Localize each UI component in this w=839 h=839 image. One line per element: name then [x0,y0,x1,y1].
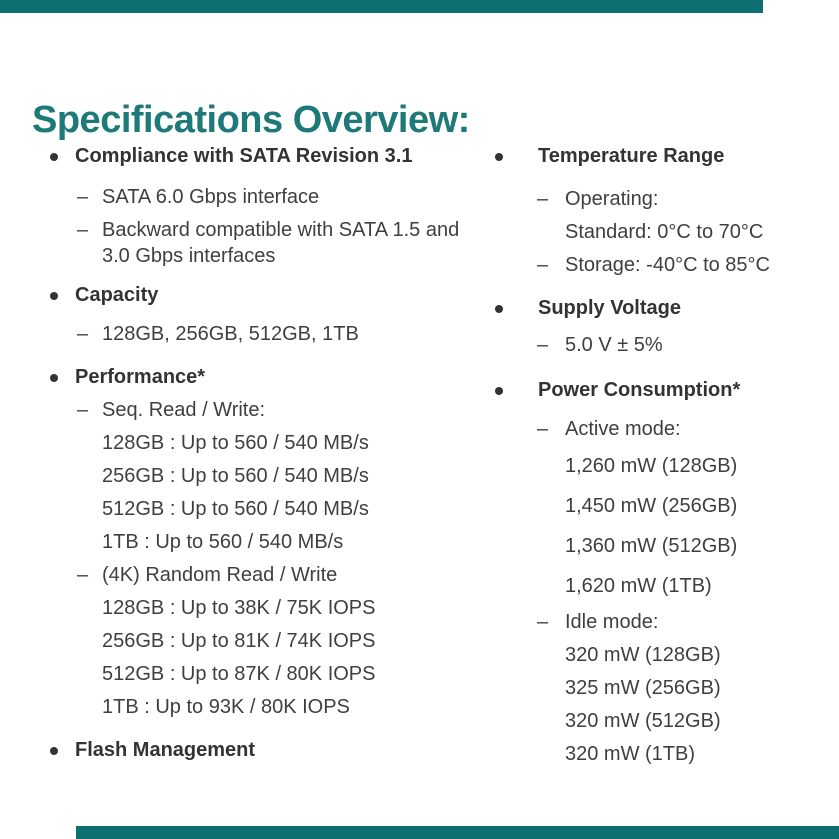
spec-subitem [480,606,835,639]
spec-subitem-label: Storage: -40°C to 85°C [565,254,770,276]
spec-value-line [30,460,470,493]
spec-subitem [480,183,835,216]
dash-icon: – [77,323,89,345]
bullet-icon [50,153,58,161]
spec-value-label: 1,620 mW (1TB) [565,574,712,597]
spec-value-label: Standard: 0°C to 70°C [565,221,764,243]
spec-value-line [480,705,835,738]
spec-header-power-consumption [480,374,835,407]
spec-value-label: 256GB : Up to 81K / 74K IOPS [102,630,376,652]
spec-value-line [480,639,835,672]
spec-value-line [480,566,835,606]
spec-subitem [30,318,470,351]
spec-subitem-label: 3.0 Gbps interfaces [102,245,276,267]
spec-value-label: 1,360 mW (512GB) [565,534,738,557]
spec-value-line [30,592,470,625]
spec-subitem [480,249,835,282]
bullet-icon [495,387,503,395]
spec-subitem-label: Backward compatible with SATA 1.5 and [102,219,460,241]
spec-subitem-label: 128GB, 256GB, 512GB, 1TB [102,323,359,345]
spec-subitem-label: Idle mode: [565,611,659,633]
specs-column-left [30,140,470,767]
spec-value-label: 320 mW (1TB) [565,743,696,765]
spec-header-label: Capacity [75,284,159,306]
bullet-icon [50,374,58,382]
spec-header-label: Compliance with SATA Revision 3.1 [75,145,413,167]
spec-value-label: 512GB : Up to 87K / 80K IOPS [102,663,376,685]
specs-column-right [480,140,835,771]
top-accent-bar [0,0,763,13]
spec-value-label: 256GB : Up to 560 / 540 MB/s [102,465,369,487]
spec-header-label: Temperature Range [538,145,725,167]
spec-subitem-continuation [30,244,470,269]
spec-value-label: 1,450 mW (256GB) [565,494,738,517]
spec-value-line [480,672,835,705]
dash-icon: – [537,418,549,440]
spec-value-label: 1TB : Up to 560 / 540 MB/s [102,531,344,553]
spec-value-line [480,486,835,526]
spec-value-label: 128GB : Up to 560 / 540 MB/s [102,432,369,454]
spec-value-label: 128GB : Up to 38K / 75K IOPS [102,597,376,619]
spec-header-capacity [30,279,470,312]
bullet-icon [50,292,58,300]
spec-subitem-label: 5.0 V ± 5% [565,334,663,356]
spec-value-line [30,658,470,691]
spec-value-label: 320 mW (128GB) [565,644,721,666]
spec-value-line [480,526,835,566]
spec-value-label: 512GB : Up to 560 / 540 MB/s [102,498,369,520]
bullet-icon [50,747,58,755]
page-title: Specifications Overview: [32,99,470,142]
spec-header-label: Flash Management [75,739,256,761]
spec-subitem [480,413,835,446]
spec-subitem-label: SATA 6.0 Gbps interface [102,186,320,208]
spec-subitem [30,214,470,247]
bullet-icon [495,153,503,161]
spec-header-label: Performance* [75,366,206,388]
spec-value-label: 1,260 mW (128GB) [565,454,738,477]
dash-icon: – [77,399,89,421]
spec-value-line [480,216,835,249]
spec-value-line [30,427,470,460]
spec-subitem [30,559,470,592]
spec-value-line [30,691,470,724]
bottom-accent-bar [76,826,839,839]
spec-header-temperature [480,140,835,173]
spec-value-line [30,493,470,526]
spec-header-label: Supply Voltage [538,297,681,319]
spec-value-label: 325 mW (256GB) [565,677,721,699]
dash-icon: – [77,219,89,241]
spec-value-line [30,526,470,559]
spec-value-line [30,625,470,658]
dash-icon: – [537,254,549,276]
dash-icon: – [537,188,549,210]
dash-icon: – [537,334,549,356]
spec-header-performance [30,361,470,394]
spec-header-compliance [30,140,470,173]
dash-icon: – [537,611,549,633]
spec-value-line [480,738,835,771]
spec-subitem [30,181,470,214]
spec-header-flash-management [30,734,470,767]
spec-value-label: 320 mW (512GB) [565,710,721,732]
spec-value-label: 1TB : Up to 93K / 80K IOPS [102,696,350,718]
bullet-icon [495,305,503,313]
spec-subitem-label: Active mode: [565,418,681,440]
spec-subitem-label: Seq. Read / Write: [102,399,266,421]
spec-header-supply-voltage [480,292,835,325]
spec-header-label: Power Consumption* [538,379,741,401]
spec-subitem-label: Operating: [565,188,659,210]
spec-subitem [480,329,835,362]
spec-subitem-label: (4K) Random Read / Write [102,564,338,586]
spec-value-line [480,446,835,486]
dash-icon: – [77,186,89,208]
dash-icon: – [77,564,89,586]
spec-subitem [30,394,470,427]
